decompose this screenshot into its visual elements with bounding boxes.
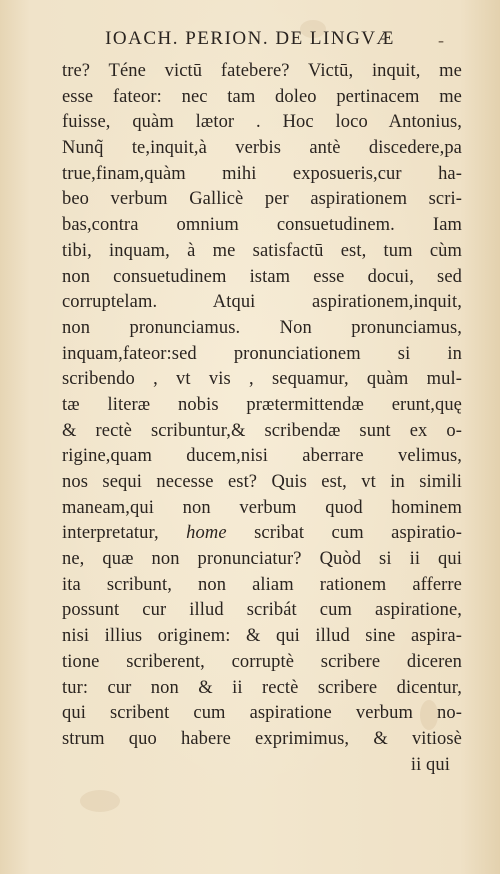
text-segment: inquam,fateor:sed pronunciationem si in <box>62 343 462 364</box>
text-segment: tre? Téne victū fatebere? Victū, inquit, me <box>62 61 462 81</box>
text-segment: scribat cum aspiratio- <box>226 523 462 544</box>
text-line <box>62 239 462 265</box>
text-line <box>62 136 462 162</box>
text-line <box>62 650 462 676</box>
paper-stain <box>80 790 120 812</box>
text-line <box>62 701 462 727</box>
text-segment: non pronunciamus. Non pronunciamus, <box>62 317 462 338</box>
text-segment: non consuetudinem istam esse docui, sed <box>62 266 462 287</box>
catchword-line <box>62 753 462 779</box>
text-line <box>62 342 462 368</box>
italic-word: home <box>186 523 227 544</box>
text-line <box>62 110 462 136</box>
text-segment: scribendo , vt vis , sequamur, quàm mul- <box>62 369 462 390</box>
text-line <box>62 444 462 470</box>
text-segment: esse fateor: nec tam doleo pertinacem me <box>62 86 462 107</box>
text-line <box>62 187 462 213</box>
text-line <box>62 547 462 573</box>
text-line <box>62 419 462 445</box>
text-segment: beo verbum Gallicè per aspirationem scri- <box>62 189 462 210</box>
text-segment: possunt cur illud scribát cum aspiratione, <box>62 600 462 621</box>
text-segment: maneam,qui non verbum quod hominem <box>62 497 462 518</box>
text-line <box>62 496 462 522</box>
text-segment: strum quo habere exprimimus, & vitiosè <box>62 728 462 749</box>
running-head: IOACH. PERION. DE LINGVÆ <box>105 28 395 49</box>
text-segment: tibi, inquam, à me satisfactū est, tum cùm <box>62 240 462 261</box>
text-segment: tæ literæ nobis prætermittendæ erunt,quę <box>62 394 462 415</box>
text-segment: & rectè scribuntur,& scribendæ sunt ex o- <box>62 420 462 441</box>
running-head-dash: - <box>438 30 444 50</box>
text-line <box>62 573 462 599</box>
text-segment: ita scribunt, non aliam rationem afferre <box>62 574 462 595</box>
text-segment: interpretatur, <box>62 523 187 544</box>
text-segment: Nunq̃ te,inquit,à verbis antè discedere,pa <box>62 138 462 159</box>
text-segment: fuisse, quàm lætor . Hoc loco Antonius, <box>62 112 462 133</box>
body-text <box>62 59 462 778</box>
text-segment: corruptelam. Atqui aspirationem,inquit, <box>62 292 462 313</box>
text-segment: nisi illius originem: & qui illud sine aspira- <box>62 626 462 647</box>
text-line <box>62 521 462 547</box>
text-line <box>62 85 462 111</box>
text-line <box>62 624 462 650</box>
text-segment: nos sequi necesse est? Quis est, vt in simili <box>62 472 462 492</box>
text-line <box>62 598 462 624</box>
text-line <box>62 316 462 342</box>
text-line <box>62 470 462 496</box>
text-line <box>62 393 462 419</box>
text-segment: qui scribent cum aspiratione verbum no- <box>62 703 462 724</box>
text-line <box>62 290 462 316</box>
text-line <box>62 367 462 393</box>
text-line <box>62 162 462 188</box>
text-line <box>62 59 462 85</box>
text-segment: ne, quæ non pronunciatur? Quòd si ii qui <box>62 549 462 570</box>
text-segment: bas,contra omnium consuetudinem. Iam <box>62 215 462 236</box>
text-segment: tur: cur non & ii rectè scribere dicentur, <box>62 677 462 698</box>
text-segment: rigine,quam ducem,nisi aberrare velimus, <box>62 446 462 467</box>
text-line <box>62 213 462 239</box>
text-line <box>62 676 462 702</box>
text-segment: ii qui <box>410 754 450 775</box>
text-segment: true,finam,quàm mihi exposueris,cur ha- <box>62 163 462 184</box>
text-line <box>62 265 462 291</box>
text-line <box>62 727 462 753</box>
text-segment: tione scriberent, corruptè scribere diceren <box>62 651 462 672</box>
